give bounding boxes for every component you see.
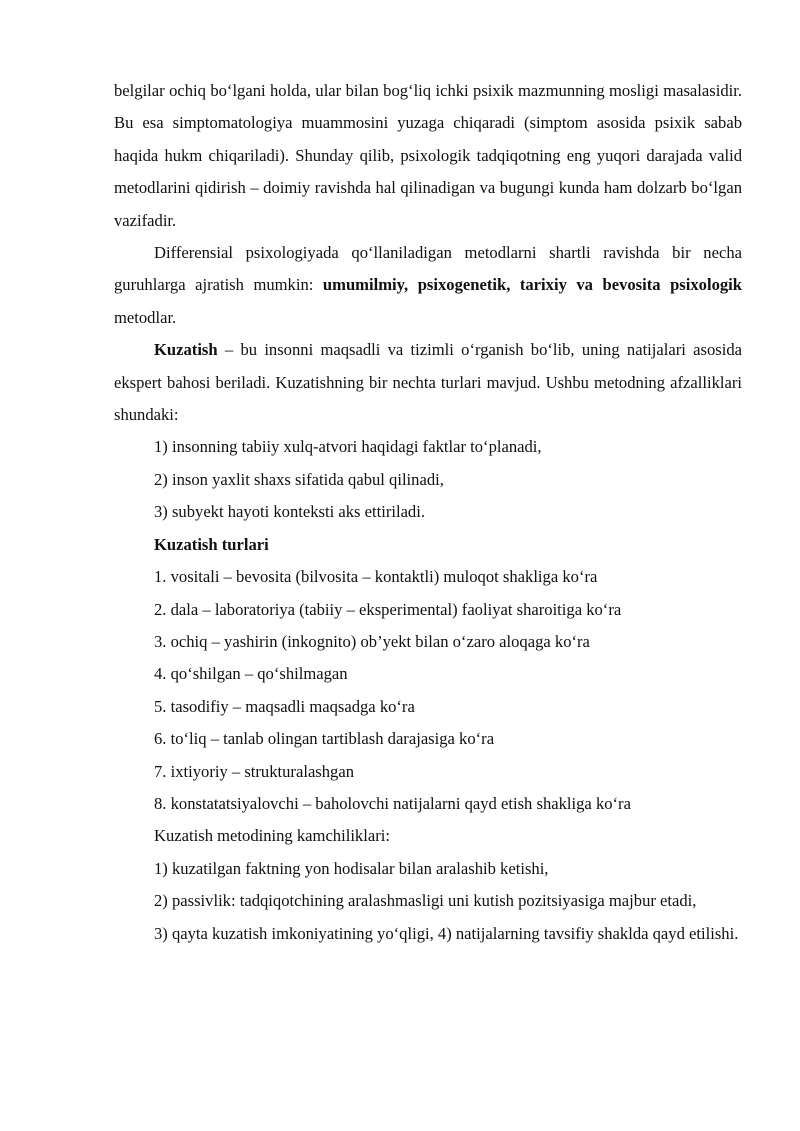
type-item: 3. ochiq – yashirin (inkognito) ob’yekt bilan o‘zaro aloqaga ko‘ra (154, 631, 590, 651)
paragraph-methods (114, 237, 742, 334)
drawback-item: 3) qayta kuzatish imkoniyatining yo‘qligi, 4) natijalarning tavsifiy shaklda qayd etilishi. (154, 923, 739, 943)
advantage-item: 3) subyekt hayoti konteksti aks ettiriladi. (154, 502, 425, 522)
types-heading (114, 529, 742, 561)
type-item: 8. konstatatsiyalovchi – baholovchi natijalarni qayd etish shakliga ko‘ra (154, 793, 631, 813)
type-item: 6. to‘liq – tanlab olingan tartiblash darajasiga ko‘ra (154, 729, 495, 749)
type-item: 5. tasodifiy – maqsadli maqsadga ko‘ra (154, 696, 415, 716)
document-page (114, 75, 742, 950)
observation-term: Kuzatish (154, 340, 218, 360)
observation-definition: – bu insonni maqsadli va tizimli o‘rganish bo‘lib, uning natijalari asosida ekspert bahosi beriladi. Kuzatishning bir nechta turlari mavjud. Ushbu metodning afzalliklari shundaki: (114, 340, 742, 425)
types-heading-text: Kuzatish turlari (154, 534, 269, 554)
type-item: 2. dala – laboratoriya (tabiiy – eksperimental) faoliyat sharoitiga ko‘ra (154, 599, 622, 619)
advantage-item: 1) insonning tabiiy xulq-atvori haqidagi faktlar to‘planadi, (154, 437, 542, 457)
type-item: 4. qo‘shilgan – qo‘shilmagan (154, 664, 348, 684)
type-item: 1. vositali – bevosita (bilvosita – kontaktli) muloqot shakliga ko‘ra (154, 567, 598, 587)
methods-groups-bold: umumilmiy, psixogenetik, tarixiy va bevosita psixologik (322, 275, 743, 295)
paragraph-intro: belgilar ochiq bo‘lgani holda, ular bilan bog‘liq ichki psixik mazmunning mosligi masalasidir. Bu esa simptomatologiya muammosini yuzaga chiqaradi (simptom asosida psixik sabab haqida hukm chiqariladi). Shunday qilib, psixologik tadqiqotning eng yuqori darajada valid metodlarini qidirish – doimiy ravishda hal qilinadigan va bugungi kunda ham dolzarb bo‘lgan vazifadir. (114, 81, 742, 230)
drawback-item: 1) kuzatilgan faktning yon hodisalar bilan aralashib ketishi, (154, 858, 549, 878)
paragraph-observation (114, 334, 742, 431)
advantage-item: 2) inson yaxlit shaxs sifatida qabul qilinadi, (154, 469, 444, 489)
methods-text-end: metodlar. (114, 307, 177, 327)
drawback-item: 2) passivlik: tadqiqotchining aralashmasligi uni kutish pozitsiyasiga majbur etadi, (154, 891, 697, 911)
drawbacks-heading: Kuzatish metodining kamchiliklari: (154, 826, 390, 846)
methods-text-start: Differensial psixologiyada qo‘llaniladigan metodlarni shartli ravishda bir necha guruhlarga ajratish mumkin: (114, 243, 742, 295)
type-item: 7. ixtiyoriy – strukturalashgan (154, 761, 355, 781)
